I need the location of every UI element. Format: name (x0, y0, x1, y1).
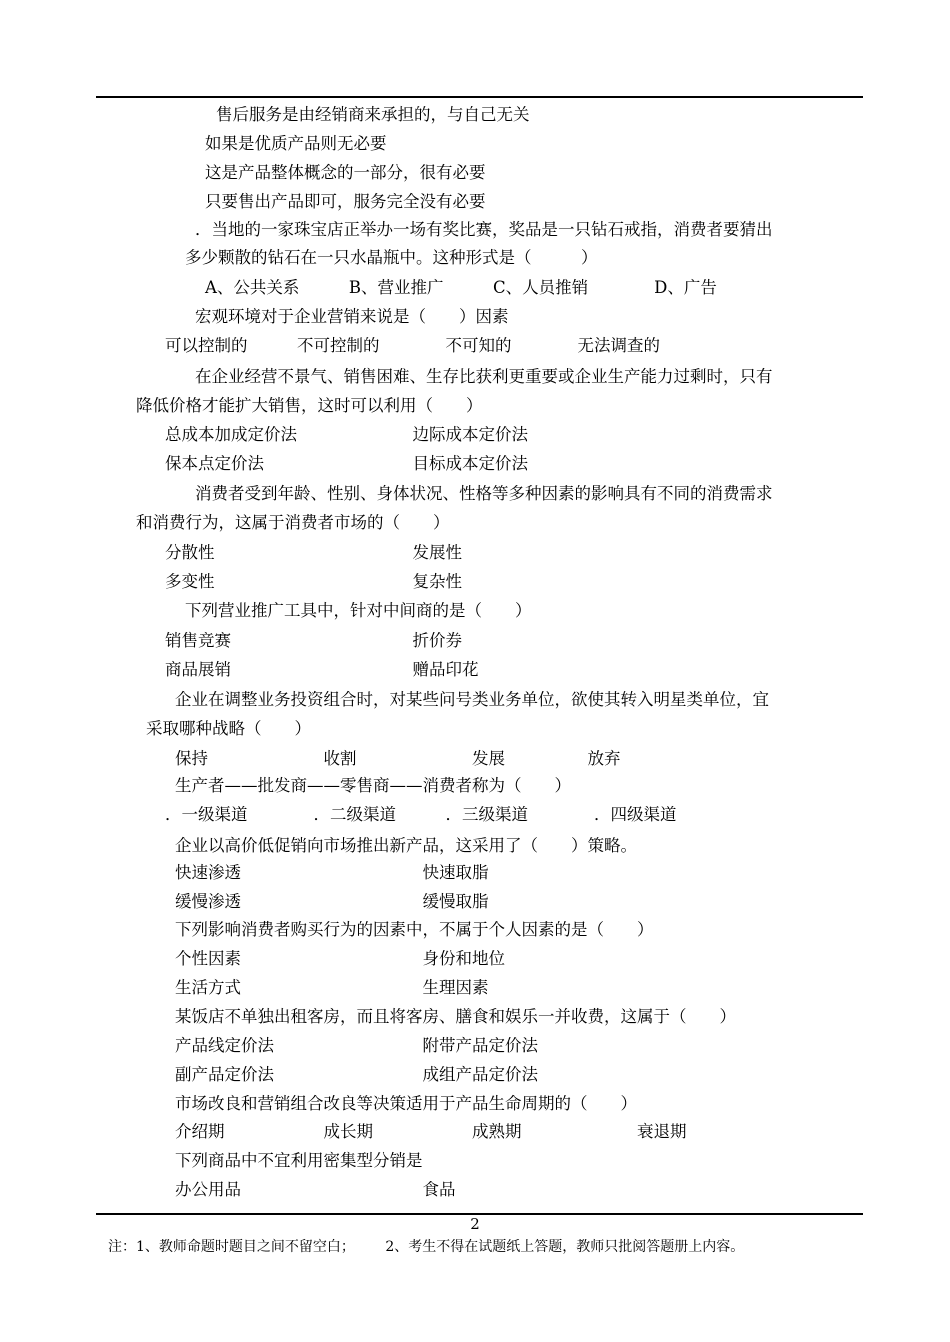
text-line: 采取哪种战略（ ） (146, 719, 311, 738)
text-line: 总成本加成定价法 边际成本定价法 (165, 425, 528, 444)
text-line: 下列商品中不宜利用密集型分销是 (175, 1151, 423, 1170)
text-line: 如果是优质产品则无必要 (205, 134, 387, 153)
text-line: A、公共关系 B、营业推广 C、人员推销 D、广告 (205, 278, 717, 297)
text-line: 可以控制的 不可控制的 不可知的 无法调查的 (165, 336, 660, 355)
text-line: 办公用品 食品 (175, 1180, 456, 1199)
text-line: 保本点定价法 目标成本定价法 (165, 454, 528, 473)
text-line: 副产品定价法 成组产品定价法 (175, 1065, 538, 1084)
footnote-item-1: 注：1、教师命题时题目之间不留空白； (108, 1239, 355, 1255)
footnote (108, 1236, 770, 1256)
text-line: 缓慢渗透 缓慢取脂 (175, 892, 489, 911)
text-line: 多少颗散的钻石在一只水晶瓶中。这种形式是（ ） (185, 248, 598, 267)
text-line: 下列营业推广工具中，针对中间商的是（ ） (185, 601, 532, 620)
header-rule (96, 96, 863, 98)
text-line: 和消费行为，这属于消费者市场的（ ） (136, 513, 450, 532)
text-line: 在企业经营不景气、销售困难、生存比获利更重要或企业生产能力过剩时，只有 (195, 367, 773, 386)
text-line: ．当地的一家珠宝店正举办一场有奖比赛，奖品是一只钻石戒指，消费者要猜出 (195, 220, 773, 239)
text-line: 下列影响消费者购买行为的因素中，不属于个人因素的是（ ） (175, 920, 654, 939)
text-line: 保持 收割 发展 放弃 (175, 749, 621, 768)
text-line: 消费者受到年龄、性别、身体状况、性格等多种因素的影响具有不同的消费需求 (195, 484, 773, 503)
text-line: 市场改良和营销组合改良等决策适用于产品生命周期的（ ） (175, 1094, 637, 1113)
text-line: 降低价格才能扩大销售，这时可以利用（ ） (136, 396, 483, 415)
text-line: 分散性 发展性 (165, 543, 462, 562)
text-line: 销售竞赛 折价券 (165, 631, 462, 650)
text-line: 企业在调整业务投资组合时，对某些问号类业务单位，欲使其转入明星类单位，宜 (175, 690, 769, 709)
footnote-item-2: 2、考生不得在试题纸上答题，教师只批阅答题册上内容。 (385, 1239, 745, 1255)
text-line: 商品展销 赠品印花 (165, 660, 479, 679)
text-line: 售后服务是由经销商来承担的，与自己无关 (216, 105, 530, 124)
text-line: 某饭店不单独出租客房，而且将客房、膳食和娱乐一并收费，这属于（ ） (175, 1007, 736, 1026)
text-line: 生产者——批发商——零售商——消费者称为（ ） (175, 776, 571, 795)
text-line: 企业以高价低促销向市场推出新产品，这采用了（ ）策略。 (175, 836, 637, 855)
text-line: 多变性 复杂性 (165, 572, 462, 591)
text-line: 产品线定价法 附带产品定价法 (175, 1036, 538, 1055)
page-number: 2 (470, 1215, 480, 1233)
text-line: 个性因素 身份和地位 (175, 949, 505, 968)
text-line: 生活方式 生理因素 (175, 978, 489, 997)
text-line: 只要售出产品即可，服务完全没有必要 (205, 192, 486, 211)
text-line: ．一级渠道 ．二级渠道 ．三级渠道 ．四级渠道 (165, 805, 677, 824)
text-line: 介绍期 成长期 成熟期 衰退期 (175, 1122, 687, 1141)
text-line: 快速渗透 快速取脂 (175, 863, 489, 882)
text-line: 这是产品整体概念的一部分，很有必要 (205, 163, 486, 182)
text-line: 宏观环境对于企业营销来说是（ ）因素 (195, 307, 509, 326)
